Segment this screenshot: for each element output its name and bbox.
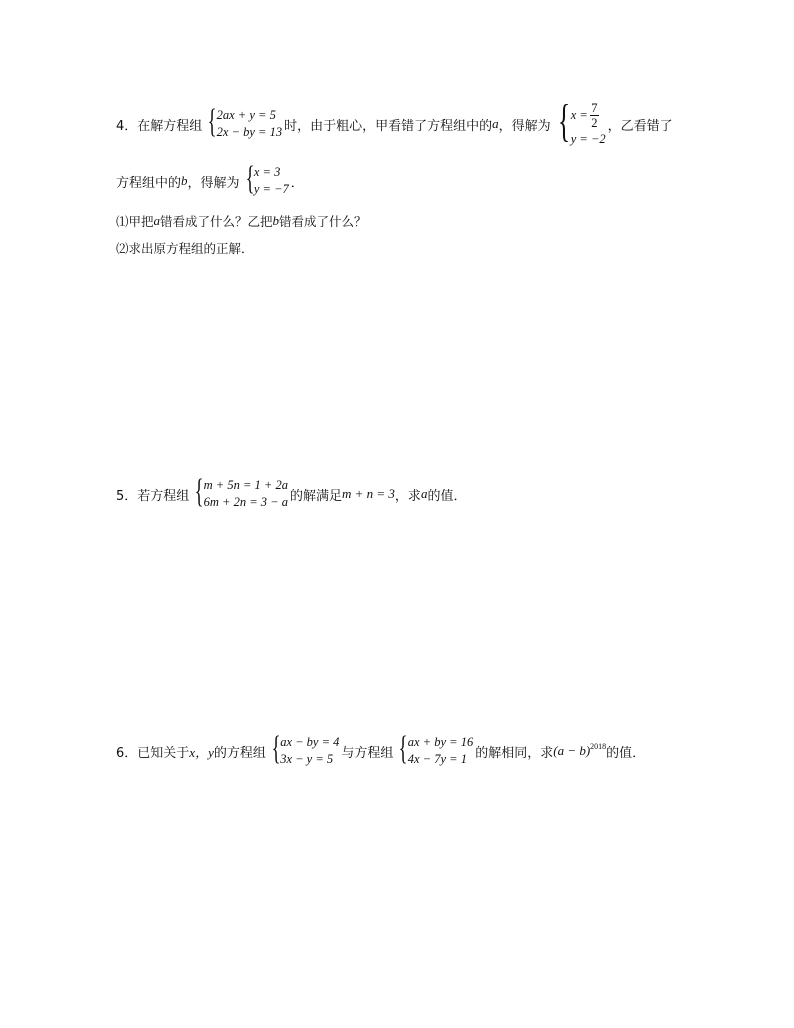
q4-tail: ，乙看错了 — [607, 118, 673, 134]
q6-line — [116, 731, 645, 771]
q4-system1-eq1: 2ax + y = 5 — [216, 108, 276, 122]
q4-mid: 时，由于粗心，甲看错了方程组中的 — [284, 118, 493, 134]
q6-system2-eq2: 4x − 7y = 1 — [407, 752, 467, 766]
fraction-numerator: 7 — [591, 100, 598, 115]
q4-solution1 — [553, 94, 606, 148]
q4-part1-var-b: b — [272, 213, 280, 228]
q4-part1-b: 错看成了什么？乙把 — [160, 214, 273, 229]
q5-var-a: a — [420, 486, 428, 501]
q4-solution1-y: y = −2 — [570, 131, 606, 146]
q5-number: 5． — [116, 488, 138, 504]
q4-var-b: b — [181, 173, 188, 188]
q4-solution1-x — [571, 101, 606, 130]
q5-system-eq2: 6m + 2n = 3 − a — [203, 495, 288, 509]
q5-system-eq1: m + 5n = 1 + 2a — [203, 478, 288, 492]
q4-part2 — [116, 239, 254, 257]
q4-solution1-x-prefix: x = — [570, 108, 588, 122]
q6-system1-eq1: ax − by = 4 — [280, 735, 340, 749]
q4-var-a: a — [492, 116, 499, 131]
brace-icon: { — [207, 103, 217, 140]
q4-system1-eq2: 2x − by = 13 — [216, 125, 283, 139]
q4-line2 — [116, 160, 304, 199]
q4-system1 — [204, 103, 283, 141]
q4-part1-a: ⑴甲把 — [116, 214, 154, 229]
q6-mid: 的方程组 — [213, 745, 266, 761]
q6-system1 — [268, 730, 340, 768]
q5-end: 的值． — [427, 488, 467, 504]
brace-icon: { — [245, 160, 255, 197]
q4-line2-prefix: 方程组中的 — [116, 175, 182, 191]
q6-mid2: 与方程组 — [341, 745, 394, 761]
q5-mid: 的解满足 — [289, 488, 342, 504]
q5-line — [116, 474, 466, 514]
brace-icon: { — [271, 730, 281, 767]
q4-solution2-y: y = −7 — [253, 182, 289, 196]
brace-icon: { — [399, 730, 409, 767]
q5-condition: m + n = 3 — [341, 486, 395, 501]
q6-mid3: 的解相同，求 — [475, 745, 554, 761]
q4-number: 4． — [116, 118, 138, 134]
q4-part1-var-a: a — [153, 213, 161, 228]
q4-line2-end: ． — [290, 175, 304, 191]
q6-expression: (a − b) — [553, 743, 591, 758]
q6-system2 — [395, 730, 474, 768]
q5-intro: 若方程组 — [137, 488, 190, 504]
q4-solution2-x: x = 3 — [253, 165, 281, 179]
q4-intro: 在解方程组 — [137, 118, 203, 134]
q4-part1-c: 错看成了什么？ — [279, 214, 367, 229]
q4-mid2: ，得解为 — [498, 118, 551, 134]
q4-line2-mid: ，得解为 — [187, 175, 240, 191]
q6-number: 6． — [116, 745, 138, 761]
q6-intro: 已知关于 — [137, 745, 190, 761]
q5-system — [191, 473, 288, 511]
brace-icon: { — [194, 473, 204, 510]
q6-vars: x，y — [189, 744, 214, 760]
q4-part2-text: ⑵求出原方程组的正解． — [116, 241, 254, 256]
fraction-denominator: 2 — [591, 115, 598, 130]
q4-solution2 — [242, 160, 289, 198]
q5-mid2: ，求 — [394, 488, 421, 504]
brace-icon: { — [557, 94, 570, 146]
q4-part1 — [116, 212, 367, 230]
q4-line1 — [116, 94, 673, 146]
q6-system1-eq2: 3x − y = 5 — [280, 752, 334, 766]
q6-exponent: 2018 — [590, 741, 607, 751]
q6-system2-eq1: ax + by = 16 — [407, 735, 474, 749]
fraction — [590, 101, 599, 130]
q6-end: 的值． — [606, 745, 646, 761]
